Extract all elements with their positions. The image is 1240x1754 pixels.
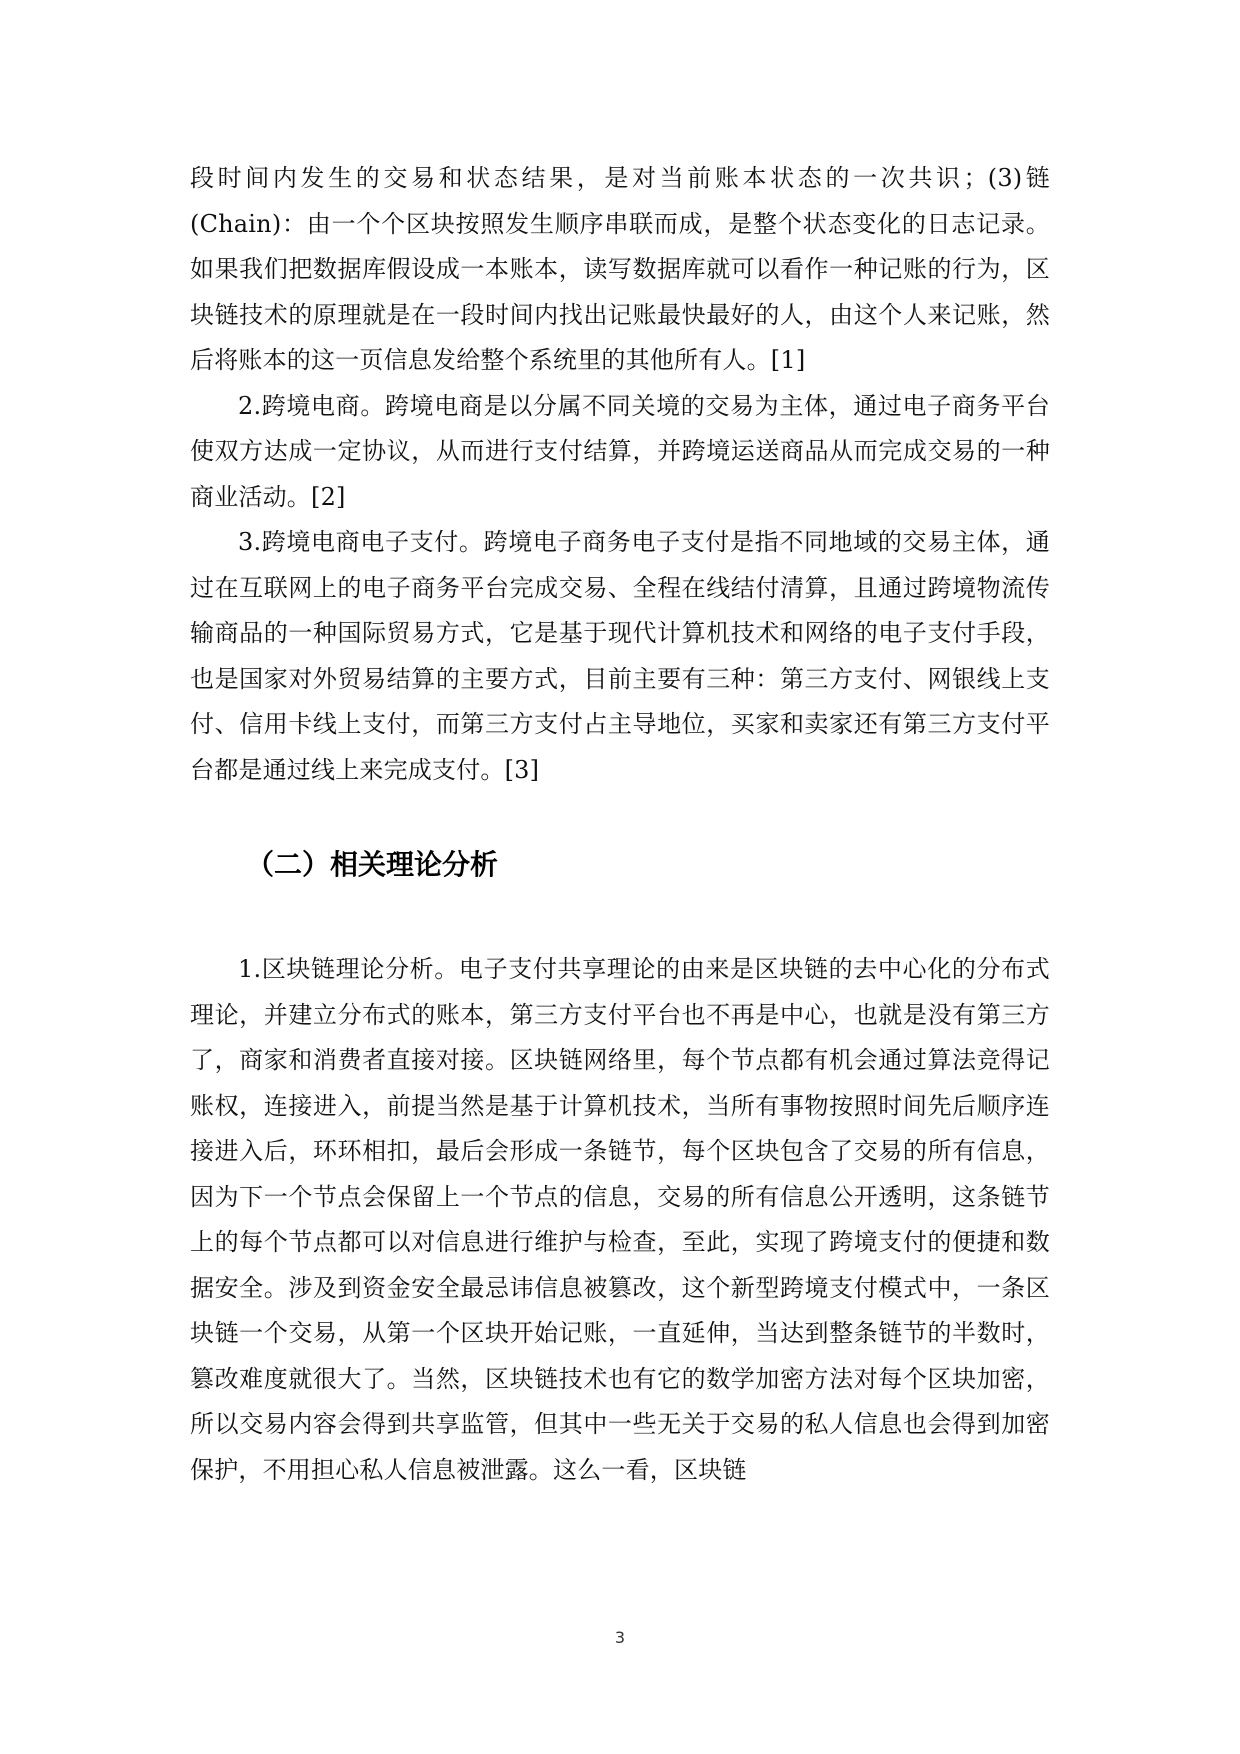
paragraph-continued: 段时间内发生的交易和状态结果，是对当前账本状态的一次共识；(3)链(Chain)：由一个个区块按照发生顺序串联而成，是整个状态变化的日志记录。如果我们把数据库假设成一本账本，读写数据库就可以看作一种记账的行为，区块链技术的原理就是在一段时间内找出记账最快最好的人，由这个人来记账，然后将账本的这一页信息发给整个系统里的其他所有人。[1] bbox=[190, 164, 1050, 374]
section-heading: （二）相关理论分析 bbox=[246, 848, 499, 881]
paragraph-cross-border-payment: 3.跨境电商电子支付。跨境电子商务电子支付是指不同地域的交易主体，通过在互联网上的电子商务平台完成交易、全程在线结付清算，且通过跨境物流传输商品的一种国际贸易方式，它是基于现代计算机技术和网络的电子支付手段，也是国家对外贸易结算的主要方式，目前主要有三种：第三方支付、网银线上支付、信用卡线上支付，而第三方支付占主导地位，买家和卖家还有第三方支付平台都是通过线上来完成支付。[3] bbox=[190, 528, 1050, 784]
paragraph-blockchain-theory: 1.区块链理论分析。电子支付共享理论的由来是区块链的去中心化的分布式理论，并建立分布式的账本，第三方支付平台也不再是中心，也就是没有第三方了，商家和消费者直接对接。区块链网络里，每个节点都有机会通过算法竞得记账权，连接进入，前提当然是基于计算机技术，当所有事物按照时间先后顺序连接进入后，环环相扣，最后会形成一条链节，每个区块包含了交易的所有信息，因为下一个节点会保留上一个节点的信息，交易的所有信息公开透明，这条链节上的每个节点都可以对信息进行维护与检查，至此，实现了跨境支付的便捷和数据安全。涉及到资金安全最忌讳信息被篡改，这个新型跨境支付模式中，一条区块链一个交易，从第一个区块开始记账，一直延伸，当达到整条链节的半数时，篡改难度就很大了。当然，区块链技术也有它的数学加密方法对每个区块加密，所以交易内容会得到共享监管，但其中一些无关于交易的私人信息也会得到加密保护，不用担心私人信息被泄露。这么一看，区块链 bbox=[190, 955, 1050, 1484]
page-content bbox=[190, 156, 1050, 1493]
paragraph-cross-border-ecommerce: 2.跨境电商。跨境电商是以分属不同关境的交易为主体，通过电子商务平台使双方达成一定协议，从而进行支付结算，并跨境运送商品从而完成交易的一种商业活动。[2] bbox=[190, 391, 1050, 511]
page-number: 3 bbox=[614, 1628, 626, 1647]
